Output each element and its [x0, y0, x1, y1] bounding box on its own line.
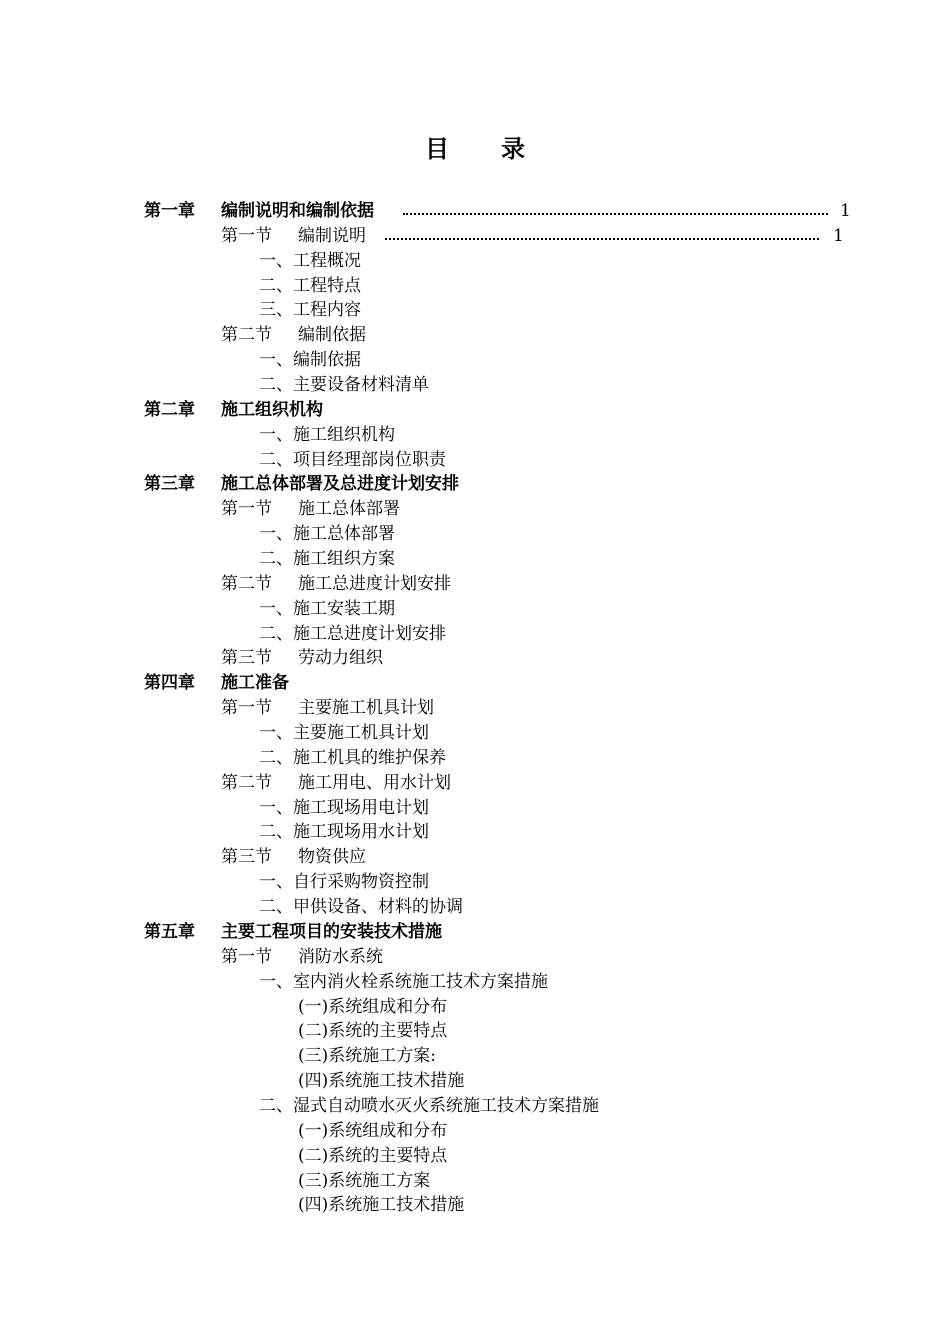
item-title[interactable]: 二、湿式自动喷水灭火系统施工技术方案措施: [259, 1095, 599, 1116]
subitem-title[interactable]: (一)系统组成和分布: [298, 996, 448, 1017]
item-title[interactable]: 二、施工总进度计划安排: [259, 623, 446, 644]
toc-subitem[interactable]: [0, 1119, 950, 1144]
subitem-title[interactable]: (四)系统施工技术措施: [298, 1195, 465, 1216]
item-title[interactable]: 一、施工安装工期: [259, 598, 395, 619]
chapter-number: 第三章: [144, 474, 195, 495]
subitem-title[interactable]: (三)系统施工方案:: [298, 1046, 436, 1067]
item-title[interactable]: 一、施工组织机构: [259, 424, 395, 445]
toc-chapter-4[interactable]: [0, 671, 950, 696]
item-title[interactable]: 二、施工组织方案: [259, 549, 395, 570]
toc-chapter-3[interactable]: [0, 472, 950, 497]
item-title[interactable]: 二、施工现场用水计划: [259, 822, 429, 843]
toc-section[interactable]: [0, 646, 950, 671]
chapter-title[interactable]: 施工准备: [221, 673, 289, 694]
toc-item[interactable]: [0, 249, 950, 274]
toc-chapter-2[interactable]: [0, 398, 950, 423]
toc-item[interactable]: [0, 820, 950, 845]
subitem-title[interactable]: (二)系统的主要特点: [298, 1021, 448, 1042]
section-title[interactable]: 施工总体部署: [298, 499, 400, 520]
toc-item[interactable]: [0, 1094, 950, 1119]
subitem-title[interactable]: (一)系统组成和分布: [298, 1120, 448, 1141]
dot-leader: [385, 238, 819, 240]
toc-item[interactable]: [0, 274, 950, 299]
toc-item[interactable]: [0, 970, 950, 995]
item-title[interactable]: 二、甲供设备、材料的协调: [259, 897, 463, 918]
toc-item[interactable]: [0, 622, 950, 647]
item-title[interactable]: 一、工程概况: [259, 250, 361, 271]
chapter-title[interactable]: 施工组织机构: [221, 399, 323, 420]
item-title[interactable]: 二、主要设备材料清单: [259, 375, 429, 396]
chapter-title[interactable]: 施工总体部署及总进度计划安排: [221, 474, 459, 495]
toc-chapter-1[interactable]: [0, 199, 950, 224]
page-number: 1: [833, 225, 844, 246]
page-title-char-2: 录: [501, 135, 525, 163]
toc-item[interactable]: [0, 746, 950, 771]
page-title-char-1: 目: [425, 135, 449, 163]
section-number: 第一节: [221, 225, 272, 246]
chapter-number: 第二章: [144, 399, 195, 420]
toc-subitem[interactable]: [0, 1044, 950, 1069]
item-title[interactable]: 二、工程特点: [259, 275, 361, 296]
toc-section[interactable]: [0, 696, 950, 721]
section-title[interactable]: 编制说明: [298, 225, 366, 246]
item-title[interactable]: 一、主要施工机具计划: [259, 723, 429, 744]
toc-subitem[interactable]: [0, 1144, 950, 1169]
section-title[interactable]: 施工用电、用水计划: [298, 772, 451, 793]
item-title[interactable]: 三、工程内容: [259, 300, 361, 321]
toc-chapter-5[interactable]: [0, 920, 950, 945]
section-title[interactable]: 编制依据: [298, 325, 366, 346]
item-title[interactable]: 一、自行采购物资控制: [259, 872, 429, 893]
toc-item[interactable]: [0, 796, 950, 821]
toc-subitem[interactable]: [0, 1169, 950, 1194]
toc-section[interactable]: [0, 771, 950, 796]
section-number: 第三节: [221, 847, 272, 868]
toc-section[interactable]: [0, 323, 950, 348]
section-title[interactable]: 主要施工机具计划: [298, 698, 434, 719]
toc-section[interactable]: [0, 224, 950, 249]
item-title[interactable]: 二、项目经理部岗位职责: [259, 449, 446, 470]
section-title[interactable]: 物资供应: [298, 847, 366, 868]
toc-subitem[interactable]: [0, 1019, 950, 1044]
toc-item[interactable]: [0, 348, 950, 373]
subitem-title[interactable]: (二)系统的主要特点: [298, 1145, 448, 1166]
chapter-number: 第五章: [144, 921, 195, 942]
chapter-title[interactable]: 主要工程项目的安装技术措施: [221, 921, 442, 942]
toc-section[interactable]: [0, 572, 950, 597]
item-title[interactable]: 一、室内消火栓系统施工技术方案措施: [259, 971, 548, 992]
section-title[interactable]: 劳动力组织: [298, 648, 383, 669]
section-title[interactable]: 消防水系统: [298, 946, 383, 967]
chapter-number: 第四章: [144, 673, 195, 694]
toc-section[interactable]: [0, 845, 950, 870]
section-number: 第二节: [221, 325, 272, 346]
toc-item[interactable]: [0, 597, 950, 622]
section-title[interactable]: 施工总进度计划安排: [298, 573, 451, 594]
page-title: [0, 132, 950, 166]
section-number: 第三节: [221, 648, 272, 669]
table-of-contents: [0, 199, 950, 1218]
section-number: 第二节: [221, 573, 272, 594]
item-title[interactable]: 二、施工机具的维护保养: [259, 747, 446, 768]
toc-item[interactable]: [0, 870, 950, 895]
toc-item[interactable]: [0, 721, 950, 746]
toc-item[interactable]: [0, 298, 950, 323]
chapter-number: 第一章: [144, 201, 195, 221]
section-number: 第二节: [221, 772, 272, 793]
item-title[interactable]: 一、施工现场用电计划: [259, 797, 429, 818]
section-number: 第一节: [221, 698, 272, 719]
section-number: 第一节: [221, 499, 272, 520]
toc-item[interactable]: [0, 373, 950, 398]
toc-section[interactable]: [0, 497, 950, 522]
subitem-title[interactable]: (四)系统施工技术措施: [298, 1071, 465, 1092]
toc-item[interactable]: [0, 522, 950, 547]
toc-subitem[interactable]: [0, 1069, 950, 1094]
item-title[interactable]: 一、编制依据: [259, 350, 361, 371]
chapter-title[interactable]: 编制说明和编制依据: [221, 201, 374, 221]
toc-subitem[interactable]: [0, 995, 950, 1020]
toc-item[interactable]: [0, 547, 950, 572]
section-number: 第一节: [221, 946, 272, 967]
toc-item[interactable]: [0, 423, 950, 448]
item-title[interactable]: 一、施工总体部署: [259, 524, 395, 545]
page-number: 1: [840, 201, 851, 221]
dot-leader: [403, 213, 828, 215]
subitem-title[interactable]: (三)系统施工方案: [298, 1170, 431, 1191]
toc-subitem[interactable]: [0, 1193, 950, 1218]
toc-section[interactable]: [0, 945, 950, 970]
toc-item[interactable]: [0, 448, 950, 473]
toc-item[interactable]: [0, 895, 950, 920]
